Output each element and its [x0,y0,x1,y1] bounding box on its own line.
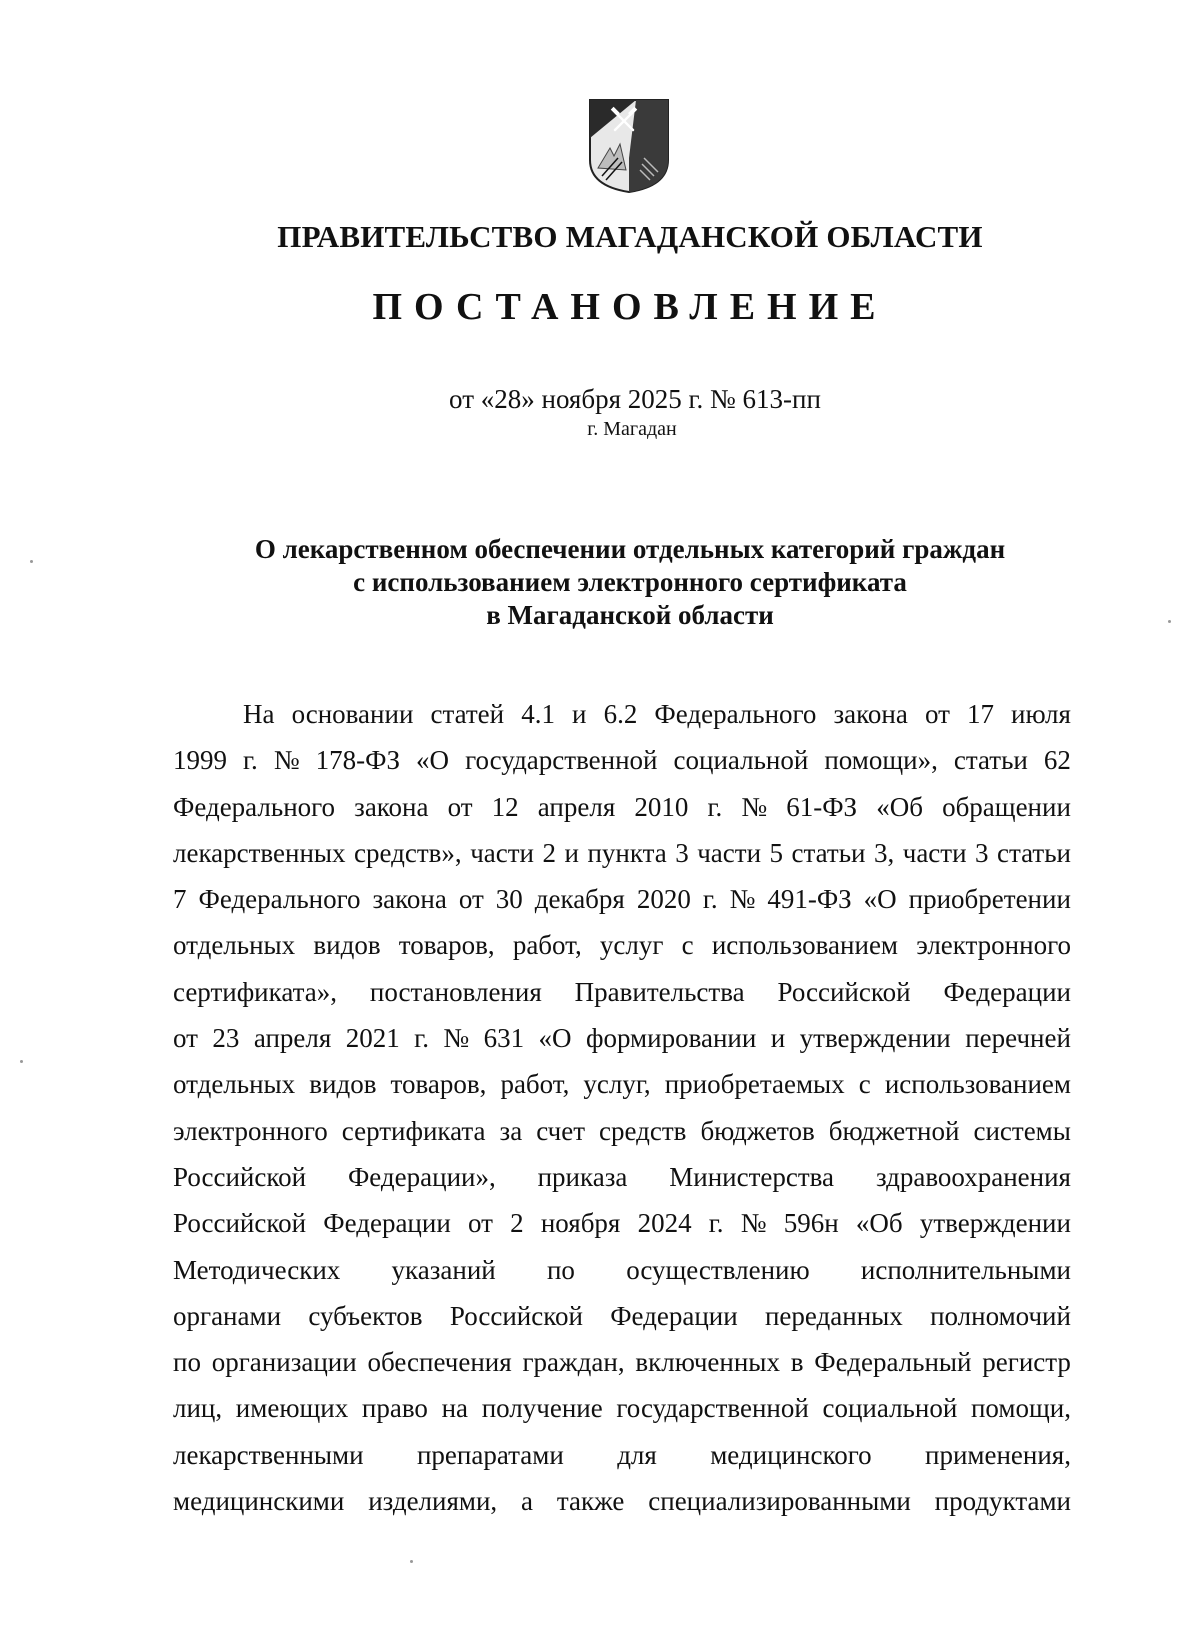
body-word: апреля [253,1023,332,1054]
body-word: 17 [966,699,994,729]
body-word: 178-ФЗ [315,745,400,776]
body-word: по [173,1347,201,1378]
body-word: статей [430,699,505,729]
body-word: 631 [483,1023,525,1054]
body-word: 2 [542,837,556,868]
body-word: видов [313,930,381,961]
body-word: статьи [791,837,866,868]
body-word: средств», [354,837,462,868]
body-word: сертификата», [173,976,337,1007]
body-word: для [617,1439,657,1470]
body-word: указаний [391,1254,496,1285]
body-word: июля [1011,699,1071,729]
body-word: приобретаемых [664,1069,845,1100]
body-word: г. [707,791,723,822]
body-word: Российской [173,1208,307,1239]
body-word: социальной [673,745,809,776]
body-word: услуг, [583,1069,651,1100]
body-word: видов [309,1069,377,1100]
body-word: статьи [997,837,1071,868]
body-word: помощи, [970,1393,1071,1424]
body-word: от [447,791,473,822]
body-word: государственной [616,1393,809,1424]
body-word: постановления [369,976,542,1007]
body-word: перечней [965,1023,1071,1054]
scan-speck [410,1560,413,1563]
body-word: исполнительными [860,1254,1071,1285]
body-word: применения, [925,1439,1071,1470]
body-line [173,745,1071,791]
body-word: на [441,1393,469,1424]
body-word: использованием [884,1069,1071,1100]
body-word: включенных [635,1347,780,1378]
body-word: утверждении [919,1208,1071,1239]
body-line [173,699,1071,745]
body-word: и [572,699,587,729]
body-word: работ, [512,930,582,961]
body-word: пункта [587,837,667,868]
body-word: лекарственных [173,837,346,868]
body-word: 7 [173,884,187,915]
body-word: основании [291,699,414,729]
body-word: «Об [876,791,923,822]
body-word: апреля [537,791,616,822]
document-date-number: от «28» ноября 2025 г. № 613-пп [449,384,821,414]
body-word: г. [243,745,258,776]
body-word: отдельных [173,930,296,961]
government-name: ПРАВИТЕЛЬСТВО МАГАДАНСКОЙ ОБЛАСТИ [277,219,983,254]
heading-line: в Магаданской области [486,600,774,630]
body-word: г. [414,1023,429,1054]
scan-speck [30,560,33,563]
body-line [173,792,1071,838]
body-word: 2021 [345,1023,400,1054]
body-word: с [858,1069,871,1100]
body-word: продуктами [934,1486,1071,1517]
body-word: Министерства [669,1161,835,1192]
body-word: право [361,1393,428,1424]
body-word: 2020 [636,884,691,915]
body-word: граждан, [522,1347,625,1378]
body-word: № [273,745,300,776]
body-word: Правительства [574,976,745,1007]
body-word: системы [973,1115,1071,1146]
body-word: 5 [769,837,784,868]
body-word: медицинского [710,1439,872,1470]
body-word: части [470,837,534,868]
body-word: формировании [585,1023,757,1054]
body-word: за [499,1115,523,1146]
body-word: обращении [942,791,1071,822]
body-word: Федеральный [814,1347,972,1378]
body-line [173,1301,1071,1347]
body-line [173,884,1071,930]
body-word: от [924,699,950,729]
body-word: 3 [675,837,689,868]
body-word: закона [833,699,908,729]
body-word: 2010 [634,791,689,822]
body-word: и [770,1023,786,1054]
body-word: Федерации [610,1300,738,1331]
body-word: «О [538,1023,572,1054]
body-word: использованием [711,930,899,961]
body-word: № [443,1023,470,1054]
body-line [173,1069,1071,1115]
body-word: 3, [873,837,895,868]
body-word: 62 [1043,745,1071,776]
body-word: 2024 [637,1208,692,1239]
body-line [173,930,1071,976]
body-word: в [790,1347,804,1378]
body-word: государственной [465,745,658,776]
body-word: средств [599,1115,687,1146]
body-word: Федерации», [347,1161,496,1192]
body-word: органами [173,1300,282,1331]
body-word: Российской [777,976,911,1007]
body-line [173,1162,1071,1208]
body-word: осуществлению [626,1254,810,1285]
body-line [173,1347,1071,1393]
body-word: переданных [764,1300,903,1331]
body-word: а [521,1486,534,1517]
body-word: организации [211,1347,357,1378]
heading-line: О лекарственном обеспечении отдельных категорий граждан [254,534,1006,564]
body-word: Федерации [943,976,1071,1007]
scan-speck [1168,620,1171,623]
body-word: 2 [510,1208,524,1239]
body-word: № [741,791,768,822]
body-word: от [458,884,484,915]
body-word: специализированными [648,1486,911,1517]
body-word: с [681,930,694,961]
body-word: 12 [491,791,519,822]
body-word: счет [536,1115,586,1146]
body-line [173,1393,1071,1439]
body-word: Федерации [323,1208,451,1239]
body-line [173,977,1071,1023]
body-word: имеющих [235,1393,349,1424]
body-word: приказа [537,1161,628,1192]
body-word: полномочий [930,1300,1071,1331]
body-word: 491-ФЗ [767,884,852,915]
body-word: 61-ФЗ [786,791,858,822]
body-word: работ, [500,1069,570,1100]
body-word: приобретении [908,884,1071,915]
body-word: части [902,837,967,868]
body-word: «О [416,745,450,776]
body-word: помощи», [824,745,938,776]
body-word: препаратами [416,1439,564,1470]
body-word: 3 [975,837,989,868]
heading-line: с использованием электронного сертификата [353,567,907,597]
body-word: товаров, [398,930,495,961]
body-word: регистр [982,1347,1071,1378]
body-word: г. [708,1208,724,1239]
body-word: статьи [953,745,1028,776]
body-line [173,1486,1071,1532]
body-word: социальной [822,1393,958,1424]
body-word: закона [372,884,447,915]
document-city: г. Магадан [587,418,677,440]
body-word: субъектов [308,1300,423,1331]
body-line [173,1208,1071,1254]
body-word: товаров, [390,1069,487,1100]
body-word: по [546,1254,575,1285]
body-word: электронного [916,930,1071,961]
body-word: Федерального [654,699,817,729]
body-word: 6.2 [603,699,638,729]
body-word: электронного [173,1115,328,1146]
document-body [173,699,1071,1532]
body-word: лекарственными [173,1439,364,1470]
body-word: также [556,1486,625,1517]
body-word: Методических [173,1254,341,1285]
body-word: сертификата [341,1115,486,1146]
body-word: утверждении [799,1023,951,1054]
body-word: ноября [540,1208,621,1239]
body-line [173,1440,1071,1486]
body-word: На [243,699,275,729]
body-word: изделиями, [368,1486,498,1517]
body-line [173,838,1071,884]
body-word: «О [863,884,897,915]
body-word: закона [354,791,429,822]
scan-speck [20,1060,23,1063]
body-word: части [697,837,762,868]
body-word: бюджетов [700,1115,815,1146]
body-word: Российской [173,1161,307,1192]
document-type: ПОСТАНОВЛЕНИЕ [372,286,888,328]
body-word: Российской [449,1300,583,1331]
body-word: от [173,1023,198,1054]
body-word: от [467,1208,493,1239]
body-word: № [729,884,756,915]
body-word: медицинскими [173,1486,345,1517]
body-line [173,1116,1071,1162]
body-word: обеспечения [367,1347,512,1378]
body-word: отдельных [173,1069,296,1100]
body-word: Федерального [173,791,336,822]
body-line [173,1023,1071,1069]
coat-of-arms-icon [588,98,670,194]
body-word: 4.1 [521,699,555,729]
body-word: «Об [855,1208,903,1239]
body-word: 23 [212,1023,240,1054]
body-word: 30 [495,884,523,915]
body-word: бюджетной [828,1115,960,1146]
body-word: 1999 [173,745,227,776]
body-word: декабря [534,884,625,915]
body-word: услуг [599,930,664,961]
body-line [173,1255,1071,1301]
body-word: № [740,1208,767,1239]
document-heading [0,533,1200,632]
body-word: лиц, [173,1393,223,1424]
body-word: г. [702,884,718,915]
body-word: здравоохранения [875,1161,1071,1192]
body-word: Федерального [198,884,361,915]
body-word: и [564,837,579,868]
body-word: 596н [783,1208,839,1239]
body-word: получение [481,1393,603,1424]
